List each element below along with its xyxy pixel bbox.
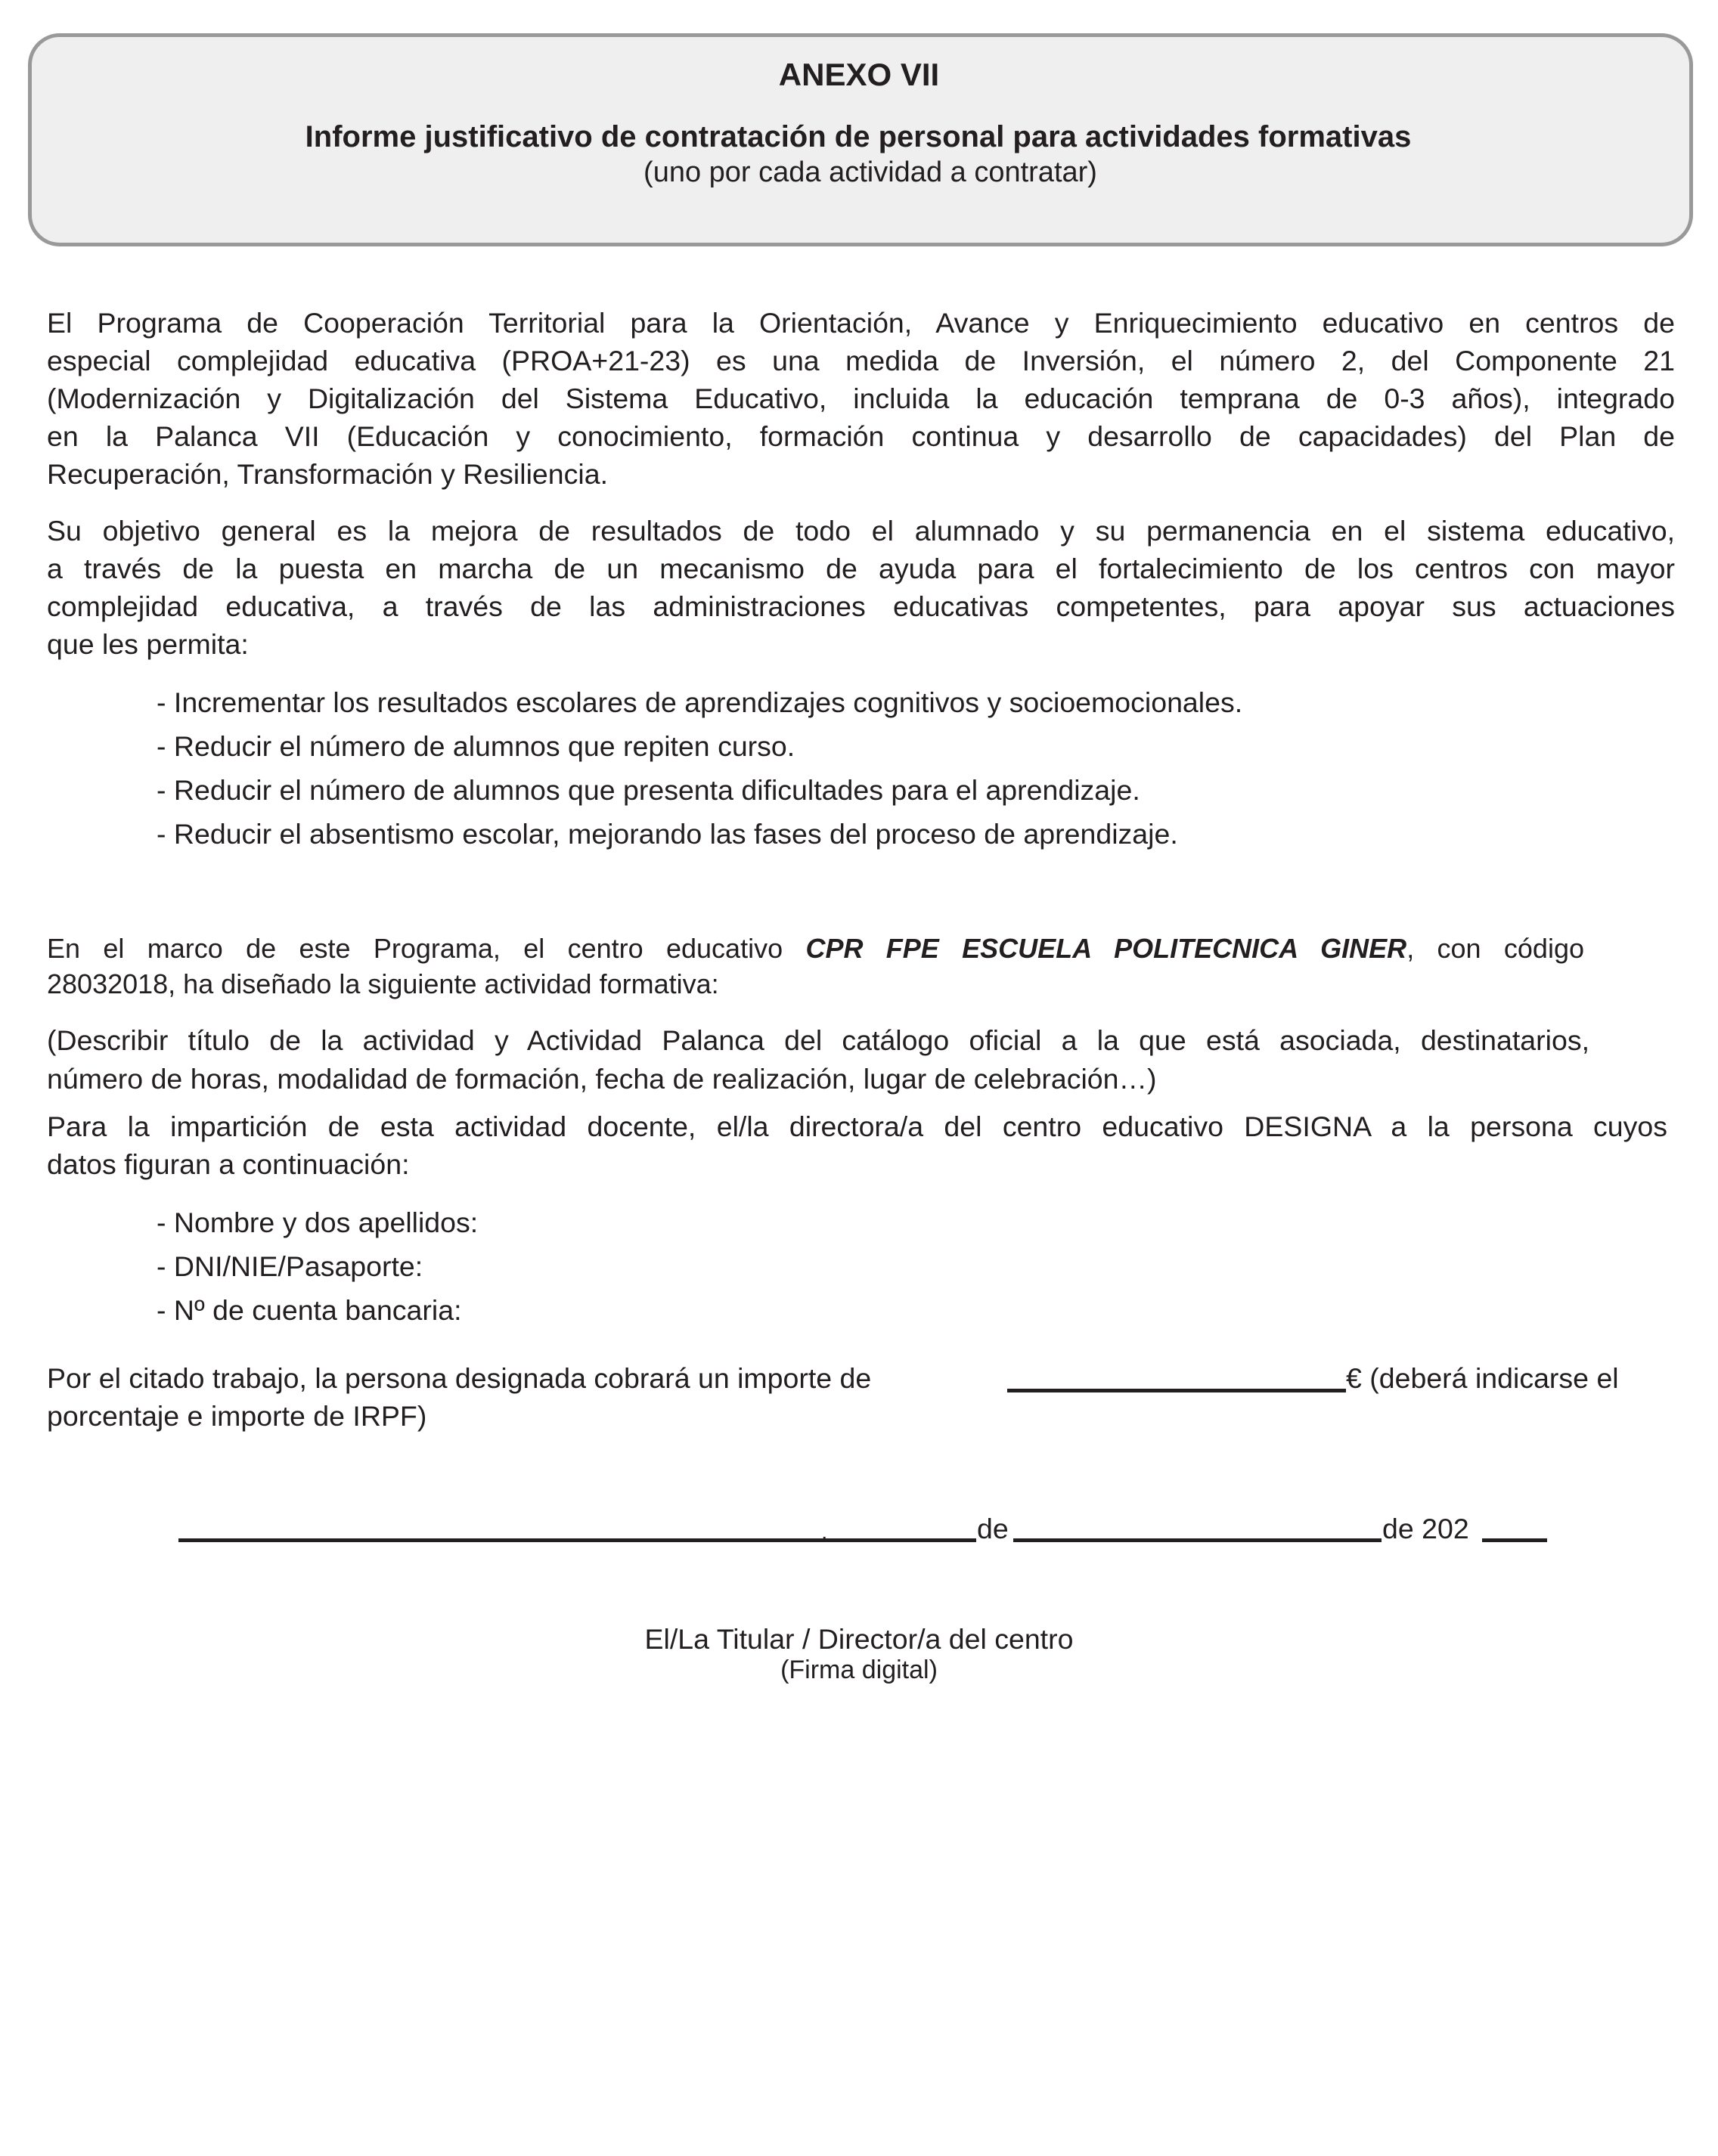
payment-suffix: € (deberá indicarse el	[1346, 1362, 1619, 1394]
text-line: Para la impartición de esta actividad docente, el/la directora/a del centro educativo DESIGNA a la persona cuyos	[47, 1111, 1667, 1142]
text-line: Su objetivo general es la mejora de resultados de todo el alumnado y su permanencia en el sistema educativo,	[47, 515, 1675, 547]
text-suffix: , con código	[1406, 933, 1584, 964]
list-item: - Reducir el número de alumnos que repiten curso.	[157, 730, 795, 762]
text-line: número de horas, modalidad de formación, fecha de realización, lugar de celebración…)	[47, 1063, 1157, 1095]
text-line	[47, 935, 1584, 962]
date-comma: ,	[821, 1519, 828, 1544]
field-bank-account-label: - Nº de cuenta bancaria:	[157, 1294, 462, 1326]
text-prefix: En el marco de este Programa, el centro educativo	[47, 933, 806, 964]
list-item: - Reducir el absentismo escolar, mejorando las fases del proceso de aprendizaje.	[157, 818, 1178, 850]
list-item: - Incrementar los resultados escolares de aprendizajes cognitivos y socioemocionales.	[157, 686, 1243, 718]
text-line: complejidad educativa, a través de las administraciones educativas competentes, para apoyar sus actuaciones	[47, 590, 1675, 622]
annex-number: ANEXO VII	[778, 57, 940, 92]
text-line: (Describir título de la actividad y Actividad Palanca del catálogo oficial a la que está asociada, destinatarios,	[47, 1024, 1589, 1056]
text-line: El Programa de Cooperación Territorial para la Orientación, Avance y Enriquecimiento educativo en centros de	[47, 307, 1675, 339]
payment-prefix: Por el citado trabajo, la persona designada cobrará un importe de	[47, 1362, 872, 1394]
text-line: a través de la puesta en marcha de un mecanismo de ayuda para el fortalecimiento de los centros con mayor	[47, 553, 1675, 584]
payment-line2: porcentaje e importe de IRPF)	[47, 1400, 427, 1432]
center-name: CPR FPE ESCUELA POLITECNICA GINER	[805, 933, 1407, 964]
text-line: (Modernización y Digitalización del Sistema Educativo, incluida la educación temprana de 0-3 años), integrado	[47, 383, 1675, 414]
text-line: Recuperación, Transformación y Resiliencia.	[47, 458, 608, 490]
text-line: especial complejidad educativa (PROA+21-23) es una medida de Inversión, el número 2, del Componente 21	[47, 345, 1675, 376]
month-blank-line[interactable]	[1013, 1538, 1382, 1542]
document-title: Informe justificativo de contratación de personal para actividades formativas	[305, 120, 1412, 153]
list-item: - Reducir el número de alumnos que presenta dificultades para el aprendizaje.	[157, 774, 1140, 806]
document-subtitle: (uno por cada actividad a contratar)	[643, 156, 1097, 188]
field-full-name-label: - Nombre y dos apellidos:	[157, 1207, 479, 1238]
text-line: que les permita:	[47, 628, 249, 660]
signature-note: (Firma digital)	[780, 1656, 938, 1684]
date-de-1: de	[977, 1513, 1009, 1544]
year-blank-line[interactable]	[1482, 1538, 1547, 1542]
field-id-document-label: - DNI/NIE/Pasaporte:	[157, 1250, 423, 1282]
text-line: en la Palanca VII (Educación y conocimiento, formación continua y desarrollo de capacidades) del Plan de	[47, 420, 1675, 452]
signature-role: El/La Titular / Director/a del centro	[644, 1623, 1074, 1655]
text-line: datos figuran a continuación:	[47, 1148, 410, 1180]
amount-blank-line[interactable]	[1007, 1389, 1346, 1392]
place-blank-line[interactable]	[178, 1538, 976, 1542]
date-de-year: de 202	[1382, 1513, 1469, 1544]
text-line: 28032018, ha diseñado la siguiente actividad formativa:	[47, 968, 719, 999]
